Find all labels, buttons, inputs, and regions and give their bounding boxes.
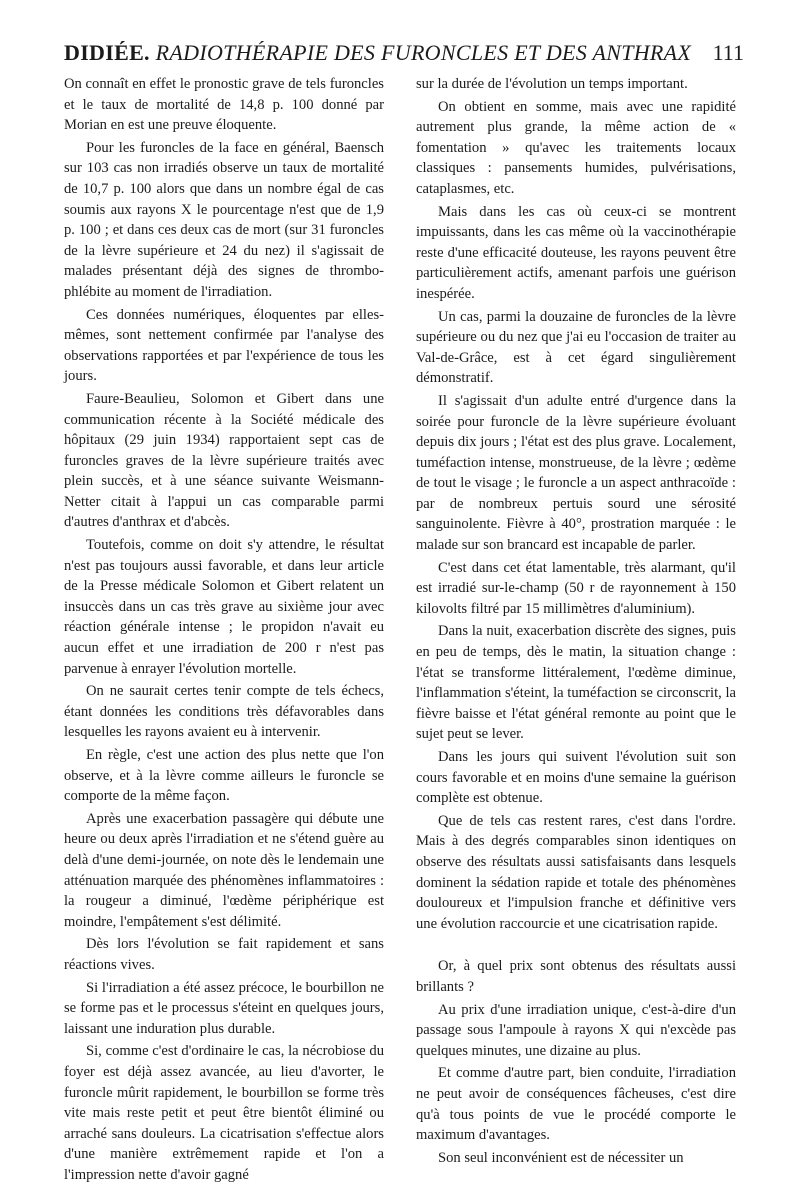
- paragraph: Dans les jours qui suivent l'évolution suit son cours favorable et en moins d'une semaine la guérison complète est obtenue.: [416, 749, 736, 807]
- paragraph: Après une exacerbation passagère qui débute une heure ou deux après l'irradiation et ne s'étend guère au delà d'une demi-journée, on note dès le lendemain une atténuation marquée des phénomènes inflammatoires : la rougeur a diminué, l'œdème périphérique est moindre, l'empâtement s'est délimité.: [64, 810, 384, 930]
- author-name: DIDIÉE.: [64, 40, 150, 65]
- paragraph: En règle, c'est une action des plus nette que l'on observe, et à la lèvre comme ailleurs le furoncle se comporte de la même façon.: [64, 747, 384, 805]
- paragraph: Si, comme c'est d'ordinaire le cas, la nécrobiose du foyer est déjà assez avancée, au lieu d'avorter, le furoncle mûrit rapidement, le bourbillon se forme très vite mais reste petit et peut être bientôt éliminé ou arraché sans douleurs. La cicatrisation s'effectue alors d'une manière extrêmement rapide et l'on a l'impression nette d'avoir gagné: [64, 1043, 384, 1183]
- paragraph: Son seul inconvénient est de nécessiter un: [438, 1149, 684, 1166]
- paragraph: Ces données numériques, éloquentes par elles-mêmes, sont nettement confirmée par l'analyse des observations rapportées et par l'expérience de tous les jours.: [64, 306, 384, 385]
- paragraph: On obtient en somme, mais avec une rapidité autrement plus grande, la même action de « fomentation » qu'avec les traitements locaux classiques : pansements humides, pulvérisations, cataplasmes, etc.: [416, 98, 736, 197]
- paragraph: Faure-Beaulieu, Solomon et Gibert dans une communication récente à la Société médicale des hôpitaux (29 juin 1934) rapportaient sept cas de furoncles graves de la lèvre supérieure traités avec plein succès, et à une séance suivante Weismann-Netter citait à l'appui un cas comparable parmi d'autres d'anthrax et d'abcès.: [64, 390, 384, 531]
- paragraph: Un cas, parmi la douzaine de furoncles de la lèvre supérieure ou du nez que j'ai eu l'occasion de traiter au Val-de-Grâce, est à cet égard singulièrement démonstratif.: [416, 308, 736, 387]
- paragraph: Il s'agissait d'un adulte entré d'urgence dans la soirée pour furoncle de la lèvre supérieure évoluant depuis dix jours ; l'état est des plus grave. Localement, tuméfaction intense, monstrueuse, de la lèvre ; œdème de tout le visage ; le furoncle a un aspect anthracoïde : par de nombreux pertuis sourd une sérosité sanguinolente. Fièvre à 40°, prostration marquée : le malade sur son brancard est incapable de parler.: [416, 392, 736, 554]
- paragraph: Dès lors l'évolution se fait rapidement et sans réactions vives.: [64, 936, 384, 973]
- paragraph: On ne saurait certes tenir compte de tels échecs, étant données les conditions très défavorables dans lesquelles les rayons avaient eu à intervenir.: [64, 683, 384, 741]
- article-title: RADIOTHÉRAPIE DES FURONCLES ET DES ANTHRAX: [155, 40, 692, 65]
- paragraph: Toutefois, comme on doit s'y attendre, le résultat n'est pas toujours aussi favorable, et dans leur article de la Presse médicale Solomon et Gibert relatent un insuccès dans un cas très grave au sixième jour avec réaction générale intense ; le propidon n'avait eu aucun effet et une irradiation de 200 r n'est pas parvenue à enrayer l'évolution mortelle.: [64, 537, 384, 677]
- paragraph: Et comme d'autre part, bien conduite, l'irradiation ne peut avoir de conséquences fâcheuses, c'est dire qu'à tous points de vue le procédé comporte le maximum d'avantages.: [416, 1065, 736, 1144]
- paragraph: Or, à quel prix sont obtenus des résultats aussi brillants ?: [416, 958, 736, 995]
- right-column: [416, 74, 736, 1168]
- paragraph: sur la durée de l'évolution un temps important.: [416, 76, 688, 92]
- paragraph: C'est dans cet état lamentable, très alarmant, qu'il est irradié sur-le-champ (50 r de rayonnement à 150 kilovolts filtré par 15 millimètres d'aluminium).: [416, 559, 736, 617]
- paragraph: Pour les furoncles de la face en général, Baensch sur 103 cas non irradiés observe un taux de mortalité de 10,7 p. 100 alors que dans un nombre égal de cas soumis aux rayons X le pourcentage n'est que de 1,9 p. 100 ; et dans ces deux cas de mort (sur 31 furoncles de la lèvre supérieure et 24 du nez) il s'agissait de malades présentant déjà des signes de thrombo-phlébite au moment de l'irradiation.: [64, 139, 384, 300]
- paragraph: Mais dans les cas où ceux-ci se montrent impuissants, dans les cas même où la vaccinothérapie reste d'une efficacité douteuse, les rayons peuvent être particulièrement actifs, amenant parfois une guérison inespérée.: [416, 203, 736, 302]
- paragraph: Au prix d'une irradiation unique, c'est-à-dire d'un passage sous l'ampoule à rayons X qui n'excède pas quelques minutes, une dizaine au plus.: [416, 1001, 736, 1059]
- left-column: [64, 74, 384, 1185]
- running-title: [64, 40, 691, 66]
- paragraph: Si l'irradiation a été assez précoce, le bourbillon ne se forme pas et le processus s'éteint en quelques jours, laissant une induration plus durable.: [64, 979, 384, 1037]
- paragraph: Dans la nuit, exacerbation discrète des signes, puis en peu de temps, dès le matin, la situation change : l'état se transforme littéralement, l'œdème diminue, l'inflammation s'éteint, la tuméfaction se circonscrit, la fièvre baisse et l'état général remonte au point que le sujet peut se lever.: [416, 623, 736, 743]
- paragraph: On connaît en effet le pronostic grave de tels furoncles et le taux de mortalité de 14,8 p. 100 donné par Morian en est une preuve éloquente.: [64, 76, 384, 134]
- page-number: 111: [712, 40, 744, 65]
- paragraph: Que de tels cas restent rares, c'est dans l'ordre. Mais à des degrés comparables sinon identiques on observe des résultats aussi satisfaisants dans lesquels dominent la sédation rapide et totale des phénomènes douloureux et l'impulsion franche et définitive vers une évolution raccourcie et une cicatrisation rapide.: [416, 812, 736, 932]
